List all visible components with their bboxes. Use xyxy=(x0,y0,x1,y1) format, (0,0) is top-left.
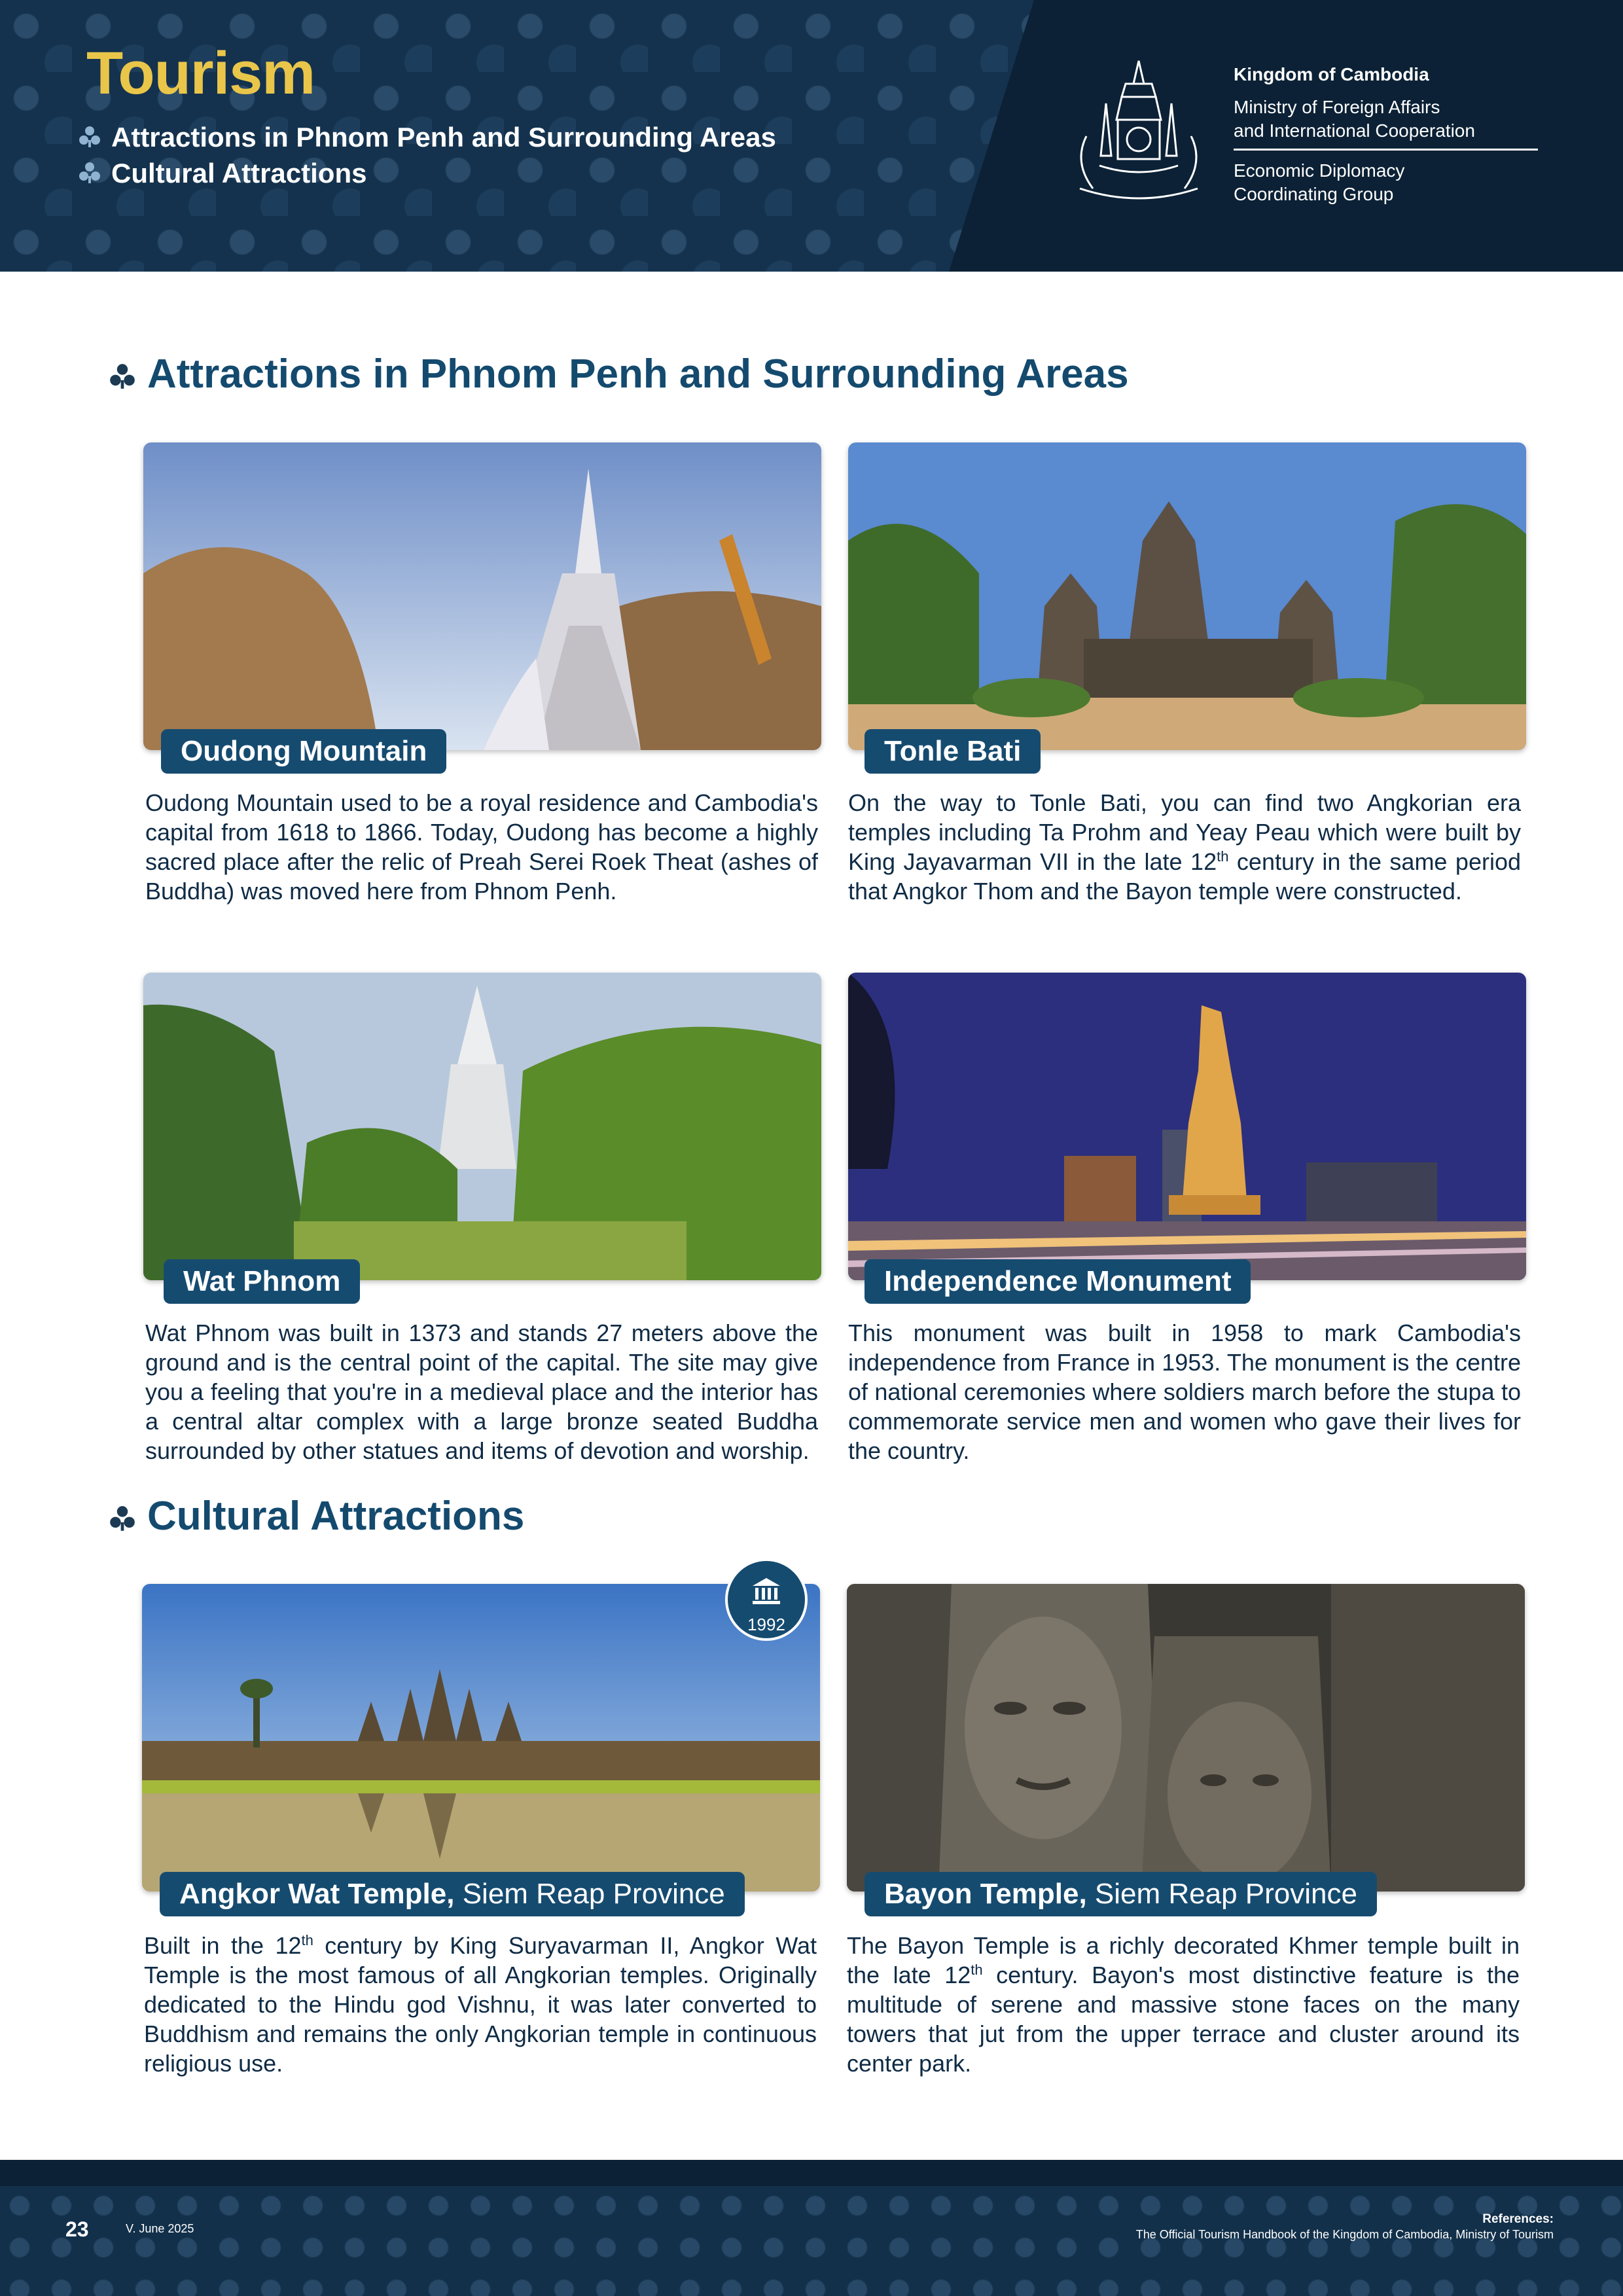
org-ministry-line2: and International Cooperation xyxy=(1234,120,1475,141)
angkor-wat-title: Angkor Wat Temple, xyxy=(179,1878,455,1910)
angkor-wat-photo xyxy=(142,1584,820,1892)
bayon-temple-title: Bayon Temple, xyxy=(884,1878,1087,1910)
org-divider xyxy=(1234,149,1538,151)
tonle-bati-description: On the way to Tonle Bati, you can find two Angkorian era temples including Ta Prohm and Yeay Peau which were built by King Jayavarman VII in the late 12th century in the same period that Angkor Thom and the Bayon temple were constructed. xyxy=(848,789,1521,905)
section-heading-cultural: Cultural Attractions xyxy=(147,1494,525,1539)
header-subtitle-1-text: Attractions in Phnom Penh and Surrounding Areas xyxy=(111,122,776,152)
independence-monument-description: This monument was built in 1958 to mark Cambodia's independence from France in 1953. The monument is the centre of national ceremonies where soldiers march before the stupa to commemorate service men and women who gave their lives for the country. xyxy=(848,1319,1521,1464)
page-title: Tourism xyxy=(86,40,315,107)
references-text: The Official Tourism Handbook of the Kingdom of Cambodia, Ministry of Tourism xyxy=(1135,2228,1554,2241)
wat-phnom-description: Wat Phnom was built in 1373 and stands 27 meters above the ground and is the central point of the capital. The site may give you a feeling that you're in a medieval place and the interior has a central altar complex with a large bronze seated Buddha surrounded by other statues and items of devotion and worship. xyxy=(145,1319,818,1464)
oudong-mountain-label: Oudong Mountain xyxy=(161,729,446,774)
angkor-wat-description: Built in the 12th century by King Suryavarman II, Angkor Wat Temple is the most famous of all Angkorian temples. Originally dedicated to the Hindu god Vishnu, it was later converted to Buddhism and remains the only Angkorian temple in continuous religious use. xyxy=(144,1932,817,2077)
version-label: V. June 2025 xyxy=(126,2222,194,2235)
royal-crest-icon xyxy=(1060,58,1217,208)
trefoil-icon xyxy=(109,1505,135,1532)
trefoil-icon xyxy=(109,363,135,389)
oudong-mountain-description: Oudong Mountain used to be a royal residence and Cambodia's capital from 1618 to 1866. Today, Oudong has become a highly sacred place after the relic of Preah Serei Roek Theat (ashes of Buddha) was moved here from Phnom Penh. xyxy=(145,789,818,905)
org-group-line1: Economic Diplomacy xyxy=(1234,160,1405,181)
bayon-temple-label xyxy=(865,1872,1377,1916)
angkor-wat-location: Siem Reap Province xyxy=(454,1878,725,1910)
bayon-temple-photo xyxy=(847,1584,1525,1892)
independence-monument-label: Independence Monument xyxy=(865,1259,1251,1304)
page-number: 23 xyxy=(65,2217,89,2241)
unesco-temple-icon xyxy=(750,1575,783,1608)
angkor-wat-label xyxy=(160,1872,745,1916)
header-subtitle-2 xyxy=(111,158,366,189)
unesco-year: 1992 xyxy=(747,1615,785,1634)
org-ministry-line1: Ministry of Foreign Affairs xyxy=(1234,97,1440,117)
org-group-line2: Coordinating Group xyxy=(1234,184,1394,204)
references-title: References: xyxy=(1482,2212,1554,2226)
wat-phnom-label: Wat Phnom xyxy=(164,1259,360,1304)
header-subtitle-1 xyxy=(111,122,776,153)
bayon-temple-location: Siem Reap Province xyxy=(1086,1878,1357,1910)
org-country: Kingdom of Cambodia xyxy=(1234,64,1429,84)
trefoil-icon xyxy=(79,162,101,184)
tonle-bati-label: Tonle Bati xyxy=(865,729,1041,774)
unesco-badge xyxy=(725,1558,808,1641)
independence-monument-photo xyxy=(848,973,1526,1280)
wat-phnom-photo xyxy=(143,973,821,1280)
section-heading-phnom-penh: Attractions in Phnom Penh and Surrounding Areas xyxy=(147,351,1129,397)
tonle-bati-photo xyxy=(848,442,1526,750)
bayon-temple-description: The Bayon Temple is a richly decorated Khmer temple built in the late 12th century. Bayon's most distinctive feature is the multitude of serene and massive stone faces on the many towers that jut from the upper terrace and cluster around its center park. xyxy=(847,1932,1520,2077)
header-subtitle-2-text: Cultural Attractions xyxy=(111,158,367,188)
oudong-mountain-photo xyxy=(143,442,821,750)
trefoil-icon xyxy=(79,126,101,148)
